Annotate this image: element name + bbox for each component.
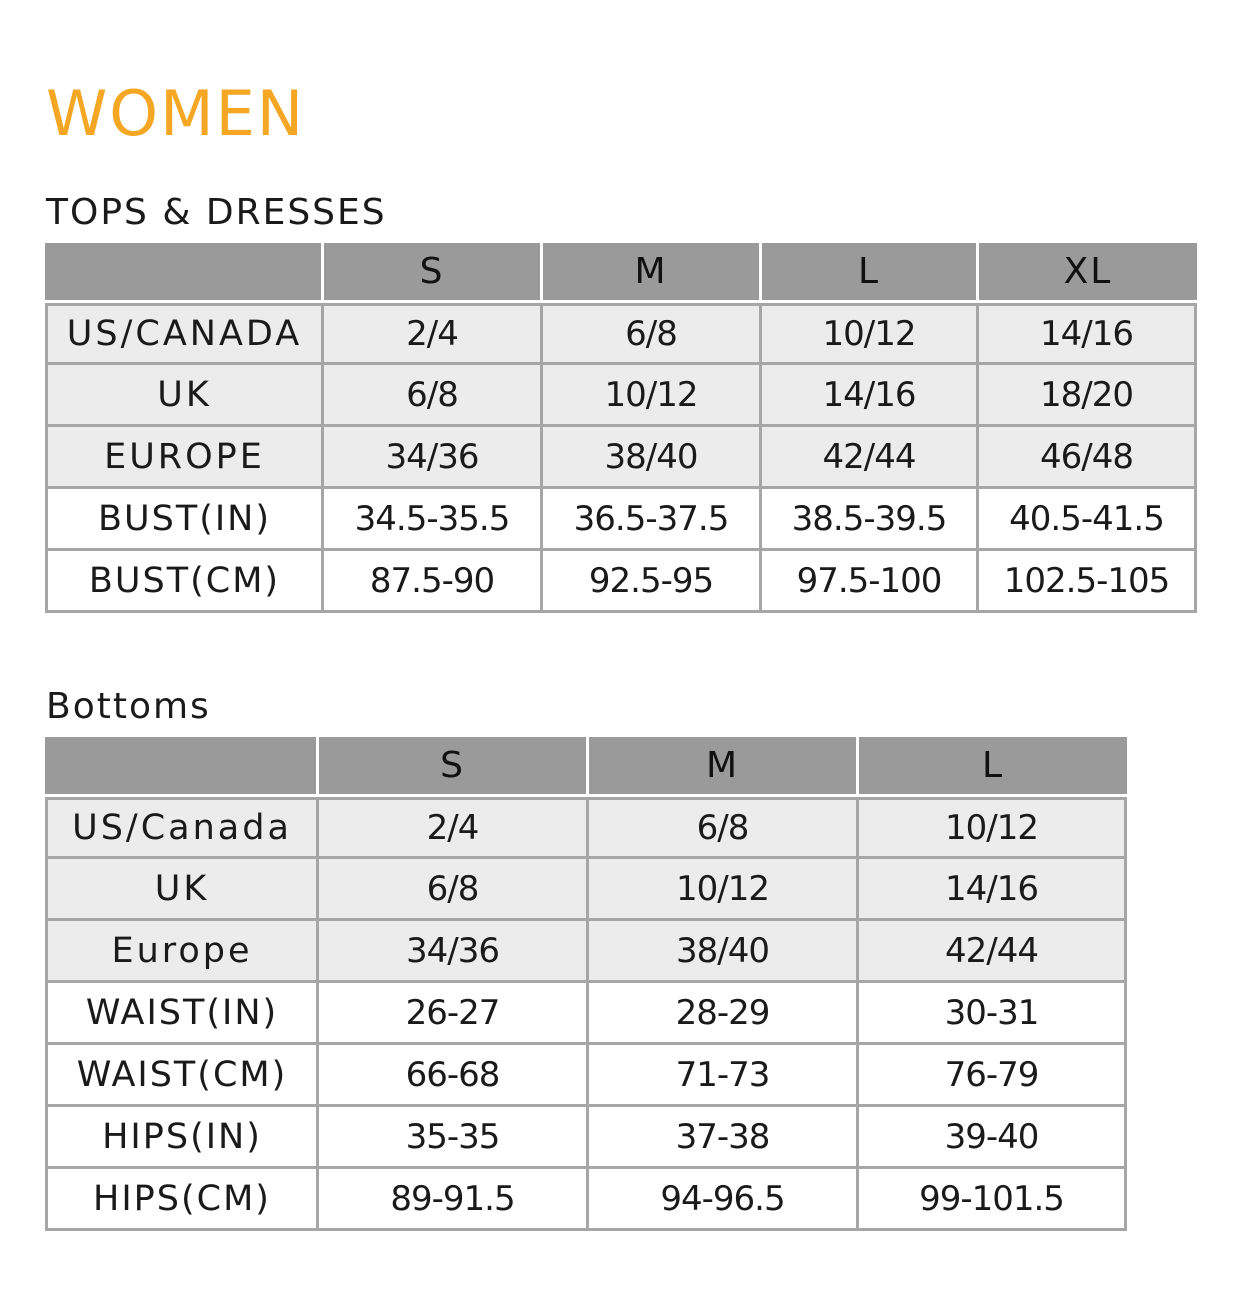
table-row xyxy=(45,1045,1127,1107)
row-label: EUROPE xyxy=(45,427,321,489)
table-row xyxy=(45,859,1127,921)
table-cell: 14/16 xyxy=(759,365,976,427)
table-cell: 18/20 xyxy=(976,365,1197,427)
header-cell-size-s: S xyxy=(316,737,586,797)
table-cell: 97.5-100 xyxy=(759,551,976,613)
page-title: WOMEN xyxy=(46,77,306,150)
table-cell: 6/8 xyxy=(586,797,856,859)
table-row xyxy=(45,303,1197,365)
row-label: UK xyxy=(45,859,316,921)
table-cell: 10/12 xyxy=(586,859,856,921)
table-cell: 28-29 xyxy=(586,983,856,1045)
row-label: BUST(CM) xyxy=(45,551,321,613)
table-cell: 71-73 xyxy=(586,1045,856,1107)
table-row xyxy=(45,365,1197,427)
table-cell: 30-31 xyxy=(856,983,1127,1045)
row-label: WAIST(CM) xyxy=(45,1045,316,1107)
table-row xyxy=(45,427,1197,489)
header-cell-empty xyxy=(45,737,316,797)
table-row xyxy=(45,1107,1127,1169)
tops-size-table xyxy=(45,243,1197,613)
table-cell: 38/40 xyxy=(540,427,759,489)
table-cell: 6/8 xyxy=(316,859,586,921)
row-label: US/CANADA xyxy=(45,303,321,365)
row-label: BUST(IN) xyxy=(45,489,321,551)
table-cell: 92.5-95 xyxy=(540,551,759,613)
table-row xyxy=(45,797,1127,859)
table-cell: 36.5-37.5 xyxy=(540,489,759,551)
table-cell: 34.5-35.5 xyxy=(321,489,540,551)
table-cell: 87.5-90 xyxy=(321,551,540,613)
table-cell: 42/44 xyxy=(759,427,976,489)
bottoms-section-title: Bottoms xyxy=(46,686,211,727)
table-cell: 38.5-39.5 xyxy=(759,489,976,551)
header-cell-size-l: L xyxy=(856,737,1127,797)
table-row xyxy=(45,489,1197,551)
table-row xyxy=(45,551,1197,613)
row-label: US/Canada xyxy=(45,797,316,859)
row-label: UK xyxy=(45,365,321,427)
table-cell: 34/36 xyxy=(321,427,540,489)
table-cell: 39-40 xyxy=(856,1107,1127,1169)
header-cell-size-s: S xyxy=(321,243,540,303)
table-row xyxy=(45,921,1127,983)
table-cell: 102.5-105 xyxy=(976,551,1197,613)
table-cell: 40.5-41.5 xyxy=(976,489,1197,551)
header-cell-empty xyxy=(45,243,321,303)
table-cell: 76-79 xyxy=(856,1045,1127,1107)
table-row xyxy=(45,983,1127,1045)
table-row xyxy=(45,1169,1127,1231)
row-label: Europe xyxy=(45,921,316,983)
table-cell: 2/4 xyxy=(321,303,540,365)
table-cell: 10/12 xyxy=(856,797,1127,859)
header-cell-size-l: L xyxy=(759,243,976,303)
table-cell: 6/8 xyxy=(540,303,759,365)
row-label: HIPS(CM) xyxy=(45,1169,316,1231)
tops-dresses-section-title: TOPS & DRESSES xyxy=(46,192,387,233)
table-cell: 14/16 xyxy=(856,859,1127,921)
table-cell: 42/44 xyxy=(856,921,1127,983)
table-cell: 2/4 xyxy=(316,797,586,859)
table-header-row xyxy=(45,737,1127,797)
table-cell: 10/12 xyxy=(540,365,759,427)
table-cell: 14/16 xyxy=(976,303,1197,365)
header-cell-size-m: M xyxy=(540,243,759,303)
table-cell: 99-101.5 xyxy=(856,1169,1127,1231)
table-header-row xyxy=(45,243,1197,303)
table-cell: 37-38 xyxy=(586,1107,856,1169)
table-cell: 35-35 xyxy=(316,1107,586,1169)
table-cell: 34/36 xyxy=(316,921,586,983)
row-label: WAIST(IN) xyxy=(45,983,316,1045)
header-cell-size-m: M xyxy=(586,737,856,797)
header-cell-size-xl: XL xyxy=(976,243,1197,303)
table-cell: 38/40 xyxy=(586,921,856,983)
bottoms-size-table xyxy=(45,737,1127,1231)
row-label: HIPS(IN) xyxy=(45,1107,316,1169)
table-cell: 66-68 xyxy=(316,1045,586,1107)
table-cell: 89-91.5 xyxy=(316,1169,586,1231)
table-cell: 6/8 xyxy=(321,365,540,427)
table-cell: 26-27 xyxy=(316,983,586,1045)
table-cell: 94-96.5 xyxy=(586,1169,856,1231)
table-cell: 10/12 xyxy=(759,303,976,365)
table-cell: 46/48 xyxy=(976,427,1197,489)
